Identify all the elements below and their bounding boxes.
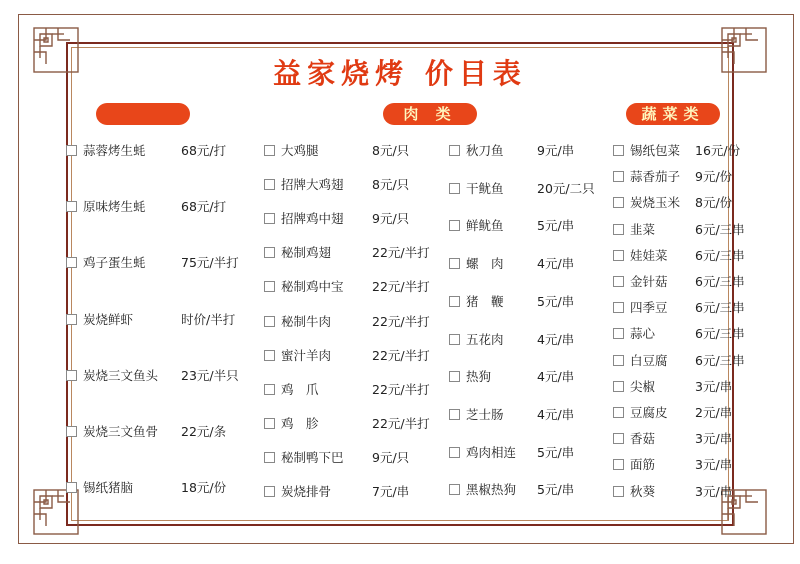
menu-item-checkbox[interactable]: [613, 355, 624, 366]
menu-item-price: 22元/半打: [372, 313, 430, 329]
menu-item-price: 2元/串: [695, 405, 733, 420]
menu-item-checkbox[interactable]: [613, 276, 624, 287]
menu-item-checkbox[interactable]: [613, 381, 624, 392]
menu-item-name: 螺 肉: [466, 256, 504, 272]
menu-item-checkbox[interactable]: [264, 350, 275, 361]
menu-item-price: 5元/串: [537, 293, 575, 309]
menu-item-price: 3元/串: [695, 378, 733, 394]
menu-item-price: 6元/三串: [695, 221, 745, 237]
menu-item-price: 5元/串: [537, 218, 575, 234]
menu-item-name: 鸡 爪: [281, 381, 319, 397]
menu-item-checkbox[interactable]: [264, 316, 275, 327]
menu-item-name: 热狗: [466, 369, 492, 385]
menu-item-price: 9元/只: [372, 211, 410, 227]
menu-item-name: 锡纸包菜: [630, 143, 681, 158]
menu-item-name: 招牌鸡中翅: [281, 211, 344, 227]
menu-item-price: 3元/串: [695, 483, 733, 499]
menu-item-price: 6元/三串: [695, 326, 745, 342]
menu-item-checkbox[interactable]: [66, 201, 77, 212]
menu-item-checkbox[interactable]: [613, 197, 624, 208]
menu-item-price: 22元/半打: [372, 415, 430, 431]
menu-item-price: 22元/条: [181, 424, 227, 439]
menu-item-name: 四季豆: [630, 300, 668, 316]
menu-item-name: 猪 鞭: [466, 293, 504, 309]
menu-item-price: 22元/半打: [372, 245, 430, 261]
menu-item-name: 尖椒: [630, 378, 656, 394]
menu-item-checkbox[interactable]: [613, 171, 624, 182]
menu-item-checkbox[interactable]: [613, 224, 624, 235]
menu-item-name: 蒜心: [630, 326, 656, 342]
menu-item-price: 22元/半打: [372, 381, 430, 397]
menu-item-price: 4元/串: [537, 369, 575, 385]
menu-item-checkbox[interactable]: [66, 314, 77, 325]
menu-item-name: 香菇: [630, 431, 656, 447]
menu-item-name: 炭烧三文鱼骨: [83, 424, 159, 439]
menu-item-price: 22元/半打: [372, 279, 430, 295]
menu-item-price: 8元/只: [372, 177, 410, 193]
menu-item-checkbox[interactable]: [613, 433, 624, 444]
menu-item-price: 4元/串: [537, 331, 575, 347]
menu-item-checkbox[interactable]: [613, 302, 624, 313]
menu-item-name: 炭烧鲜虾: [83, 311, 134, 327]
menu-item-price: 4元/串: [537, 256, 575, 272]
menu-item-name: 秘制牛肉: [281, 313, 332, 329]
menu-item-checkbox[interactable]: [449, 447, 460, 458]
menu-item-checkbox[interactable]: [66, 426, 77, 437]
menu-item-price: 68元/打: [181, 143, 227, 158]
menu-item-price: 9元/只: [372, 449, 410, 465]
menu-item-checkbox[interactable]: [264, 281, 275, 292]
menu-item-checkbox[interactable]: [613, 407, 624, 418]
menu-item-name: 大鸡腿: [281, 143, 319, 158]
menu-item-price: 6元/三串: [695, 247, 745, 263]
menu-item-checkbox[interactable]: [449, 409, 460, 420]
menu-item-name: 原味烤生蚝: [83, 199, 146, 215]
menu-item-name: 娃娃菜: [630, 247, 668, 263]
menu-item-price: 23元/半只: [181, 367, 239, 383]
menu-item-name: 秘制鸡翅: [281, 245, 332, 261]
menu-item-checkbox[interactable]: [613, 250, 624, 261]
menu-item-checkbox[interactable]: [449, 145, 460, 156]
menu-item-name: 秋刀鱼: [466, 143, 504, 158]
menu-item-name: 豆腐皮: [630, 405, 668, 420]
section-header-vegetables: 蔬菜类: [626, 103, 720, 125]
menu-title: 益家烧烤 价目表: [273, 57, 527, 90]
menu-item-name: 金针菇: [630, 274, 668, 289]
menu-item-price: 4元/串: [537, 406, 575, 422]
menu-item-price: 9元/份: [695, 169, 733, 185]
menu-item-checkbox[interactable]: [613, 459, 624, 470]
menu-item-checkbox[interactable]: [66, 370, 77, 381]
menu-item-name: 秘制鸭下巴: [281, 449, 344, 465]
menu-item-checkbox[interactable]: [264, 247, 275, 258]
menu-item-name: 蜜汁羊肉: [281, 347, 332, 363]
menu-item-price: 6元/三串: [695, 274, 745, 289]
menu-item-checkbox[interactable]: [264, 145, 275, 156]
menu-item-name: 鸡子蛋生蚝: [83, 255, 146, 271]
menu-item-checkbox[interactable]: [264, 418, 275, 429]
menu-item-name: 面筋: [630, 457, 656, 473]
menu-item-name: 鸡肉相连: [466, 444, 517, 460]
menu-item-price: 8元/只: [372, 143, 410, 158]
menu-item-checkbox[interactable]: [449, 371, 460, 382]
menu-item-price: 16元/份: [695, 143, 741, 158]
menu-item-price: 75元/半打: [181, 255, 239, 271]
menu-item-checkbox[interactable]: [449, 296, 460, 307]
menu-item-price: 9元/串: [537, 143, 575, 158]
menu-item-checkbox[interactable]: [613, 145, 624, 156]
menu-item-price: 18元/份: [181, 480, 227, 496]
menu-item-name: 芝士肠: [466, 406, 504, 422]
menu-item-name: 韭菜: [630, 221, 656, 237]
menu-item-checkbox[interactable]: [613, 486, 624, 497]
menu-item-price: 时价/半打: [181, 311, 236, 327]
menu-item-price: 6元/三串: [695, 352, 745, 368]
menu-item-name: 蒜香茄子: [630, 169, 681, 185]
menu-item-name: 秋葵: [630, 483, 656, 499]
menu-item-checkbox[interactable]: [449, 334, 460, 345]
menu-item-name: 炭烧三文鱼头: [83, 367, 159, 383]
menu-item-checkbox[interactable]: [449, 258, 460, 269]
menu-item-checkbox[interactable]: [264, 213, 275, 224]
menu-item-name: 鲜鱿鱼: [466, 218, 504, 234]
menu-item-price: 8元/份: [695, 195, 733, 211]
menu-item-price: 3元/串: [695, 431, 733, 447]
menu-item-name: 蒜蓉烤生蚝: [83, 143, 146, 158]
menu-item-checkbox[interactable]: [66, 257, 77, 268]
section-header-meat: 肉 类: [383, 103, 477, 125]
menu-item-price: 5元/串: [537, 482, 575, 498]
menu-item-checkbox[interactable]: [613, 328, 624, 339]
section-header-col1: [96, 103, 190, 125]
menu-item-checkbox[interactable]: [449, 220, 460, 231]
menu-item-price: 22元/半打: [372, 347, 430, 363]
menu-item-price: 6元/三串: [695, 300, 745, 316]
menu-item-price: 68元/打: [181, 199, 227, 215]
menu-item-name: 干鱿鱼: [466, 180, 504, 196]
menu-item-name: 黑椒热狗: [466, 482, 517, 498]
menu-item-name: 炭烧排骨: [281, 484, 332, 499]
menu-item-checkbox[interactable]: [449, 183, 460, 194]
menu-item-checkbox[interactable]: [66, 482, 77, 493]
menu-item-name: 白豆腐: [630, 352, 668, 368]
menu-item-name: 鸡 胗: [281, 415, 319, 431]
menu-item-name: 炭烧玉米: [630, 195, 681, 211]
menu-item-name: 秘制鸡中宝: [281, 279, 344, 295]
menu-item-checkbox[interactable]: [264, 486, 275, 497]
menu-item-name: 锡纸猪脑: [83, 480, 134, 496]
menu-item-name: 招牌大鸡翅: [281, 177, 344, 193]
menu-item-checkbox[interactable]: [264, 452, 275, 463]
menu-item-checkbox[interactable]: [264, 384, 275, 395]
menu-item-price: 3元/串: [695, 457, 733, 473]
menu-item-price: 20元/二只: [537, 180, 595, 196]
menu-item-name: 五花肉: [466, 331, 504, 347]
menu-item-checkbox[interactable]: [264, 179, 275, 190]
menu-item-checkbox[interactable]: [449, 484, 460, 495]
menu-item-price: 7元/串: [372, 484, 410, 499]
menu-item-checkbox[interactable]: [66, 145, 77, 156]
corner-ornament-icon: [32, 488, 80, 536]
menu-item-price: 5元/串: [537, 444, 575, 460]
